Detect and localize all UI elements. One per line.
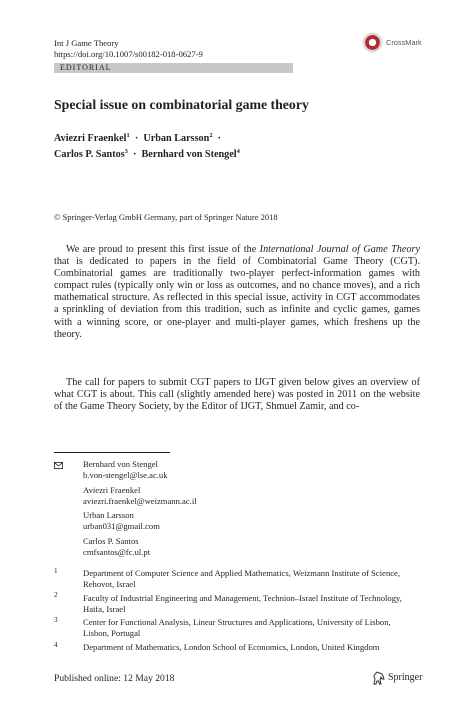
body-text: We are proud to present this first issue of the: [66, 244, 260, 255]
author-affiliation-mark: 1: [126, 132, 130, 139]
author-name[interactable]: Aviezri Fraenkel: [54, 133, 127, 144]
journal-name: Int J Game Theory: [54, 38, 119, 48]
contact-email[interactable]: aviezri.fraenkel@weizmann.ac.il: [83, 495, 197, 506]
springer-horse-icon: [371, 671, 386, 685]
author-affiliation-mark: 4: [236, 147, 240, 155]
contact-name: Urban Larsson: [83, 510, 134, 520]
copyright-notice: © Springer-Verlag GmbH Germany, part of Springer Nature 2018: [54, 212, 278, 222]
affiliation: [83, 593, 413, 614]
affiliation-line: Department of Mathematics, London School of Economics, London, United Kingdom: [83, 642, 380, 652]
contact-entry: [83, 536, 150, 557]
author-list: [54, 130, 240, 161]
affiliation-line: Lisbon, Portugal: [83, 627, 141, 638]
contact-name: Aviezri Fraenkel: [83, 485, 141, 495]
author-name[interactable]: Urban Larsson: [143, 133, 210, 144]
contact-name: Carlos P. Santos: [83, 536, 139, 546]
affiliation: [83, 642, 413, 653]
author-name[interactable]: Carlos P. Santos: [54, 148, 125, 160]
affiliation-number: 2: [54, 591, 58, 599]
affiliation-number: 3: [54, 616, 58, 624]
corresponding-contact: [83, 459, 168, 480]
contact-email[interactable]: urban031@gmail.com: [83, 520, 160, 531]
affiliation-line: Haifa, Israel: [83, 603, 126, 614]
crossmark-label: CrossMark: [386, 38, 422, 47]
affiliation: [83, 568, 413, 589]
crossmark-icon: [362, 32, 383, 53]
body-paragraph: The call for papers to submit CGT papers to IJGT given below gives an overview of what CGT is about. This call (slightly amended here) was posted in 2011 on the website of the Game Theory Society, by the Editor of IJGT, Shmuel Zamir, and co-: [54, 377, 420, 413]
envelope-icon: [54, 462, 63, 469]
contact-name: Bernhard von Stengel: [83, 459, 158, 469]
affiliation-line: Rehovot, Israel: [83, 578, 136, 589]
affiliation: [83, 617, 413, 638]
contact-entry: [83, 485, 197, 506]
contact-email[interactable]: b.von-stengel@lse.ac.uk: [83, 469, 168, 480]
footnote-divider: [54, 452, 170, 453]
affiliation-line: Faculty of Industrial Engineering and Management, Technion–Israel Institute of Technology,: [83, 593, 402, 603]
author-separator: ·: [133, 148, 137, 160]
body-paragraph: [54, 244, 420, 341]
journal-title-italic: International Journal of Game Theory: [259, 244, 420, 255]
author-separator: ·: [217, 133, 222, 144]
doi-link[interactable]: https://doi.org/10.1007/s00182-018-0627-9: [54, 49, 203, 59]
author-name[interactable]: Bernhard von Stengel: [141, 148, 237, 160]
section-label: EDITORIAL: [54, 63, 293, 73]
author-affiliation-mark: 3: [124, 147, 128, 155]
affiliation-number: 1: [54, 567, 58, 575]
author-separator: ·: [134, 133, 139, 144]
affiliation-line: Department of Computer Science and Applied Mathematics, Weizmann Institute of Science,: [83, 568, 401, 578]
contact-entry: [83, 510, 160, 531]
journal-header: [54, 38, 203, 60]
body-text: that is dedicated to papers in the field of Combinatorial Game Theory (CGT). Combinatorial games are traditionally two-player perfect-information games with compact rules (typically only win or loss as outcomes, and no chance moves), and a rich mathematical structure. As reflected in this special issue, activity in CGT accommodates a sprinkling of deviation from this tradition, such as infinite and cyclic games, games with a winning score, or one-player and multi-player games, which freshens up the theory.: [54, 256, 420, 340]
crossmark-badge[interactable]: [362, 32, 436, 54]
affiliation-number: 4: [54, 641, 58, 649]
publisher-name: Springer: [388, 672, 423, 683]
affiliation-line: Center for Functional Analysis, Linear Structures and Applications, University of Lisbon,: [83, 617, 391, 627]
author-affiliation-mark: 2: [209, 132, 213, 139]
publication-date: Published online: 12 May 2018: [54, 673, 175, 684]
contact-email[interactable]: cmfsantos@fc.ul.pt: [83, 546, 151, 557]
article-title: Special issue on combinatorial game theory: [54, 97, 309, 112]
